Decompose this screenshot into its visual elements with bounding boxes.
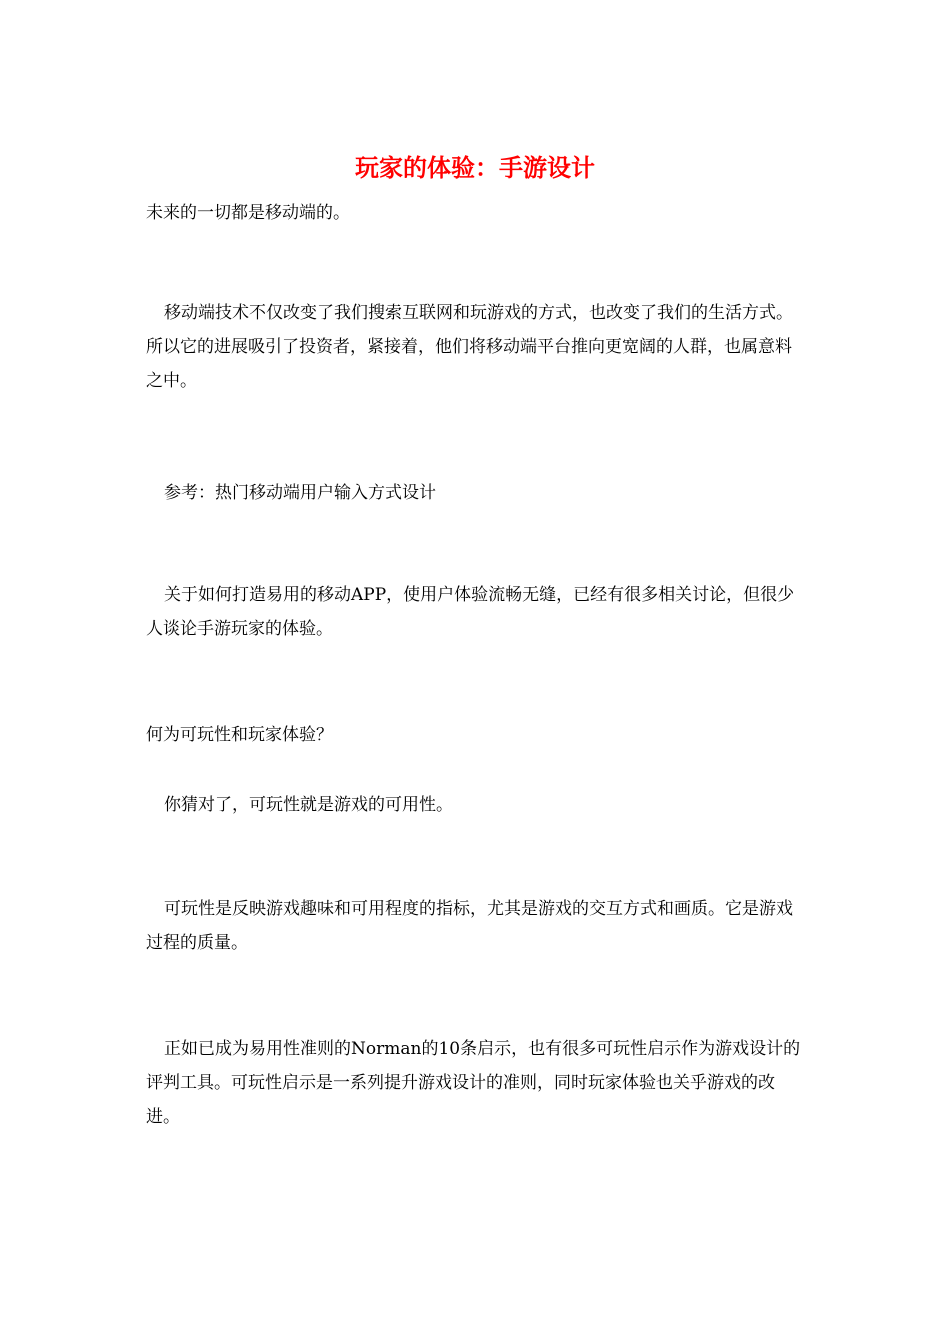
paragraph-mobile-tech: 移动端技术不仅改变了我们搜索互联网和玩游戏的方式，也改变了我们的生活方式。所以它的进展吸引了投资者，紧接着，他们将移动端平台推向更宽阔的人群，也属意料之中。	[146, 303, 793, 391]
section-heading-playability: 何为可玩性和玩家体验？	[146, 725, 333, 745]
paragraph-intro: 未来的一切都是移动端的。	[146, 203, 350, 223]
paragraph-guess: 你猜对了，可玩性就是游戏的可用性。	[164, 795, 453, 815]
paragraph-playability-definition: 可玩性是反映游戏趣味和可用程度的指标，尤其是游戏的交互方式和画质。它是游戏过程的质量。	[146, 899, 793, 953]
document-title: 玩家的体验：手游设计	[355, 153, 595, 182]
paragraph-reference: 参考：热门移动端用户输入方式设计	[164, 483, 436, 503]
paragraph-heuristics: 正如已成为易用性准则的Norman的10条启示，也有很多可玩性启示作为游戏设计的评判工具。可玩性启示是一系列提升游戏设计的准则，同时玩家体验也关乎游戏的改进。	[146, 1039, 801, 1127]
paragraph-mobile-app: 关于如何打造易用的移动APP，使用户体验流畅无缝，已经有很多相关讨论，但很少人谈论手游玩家的体验。	[146, 585, 795, 639]
